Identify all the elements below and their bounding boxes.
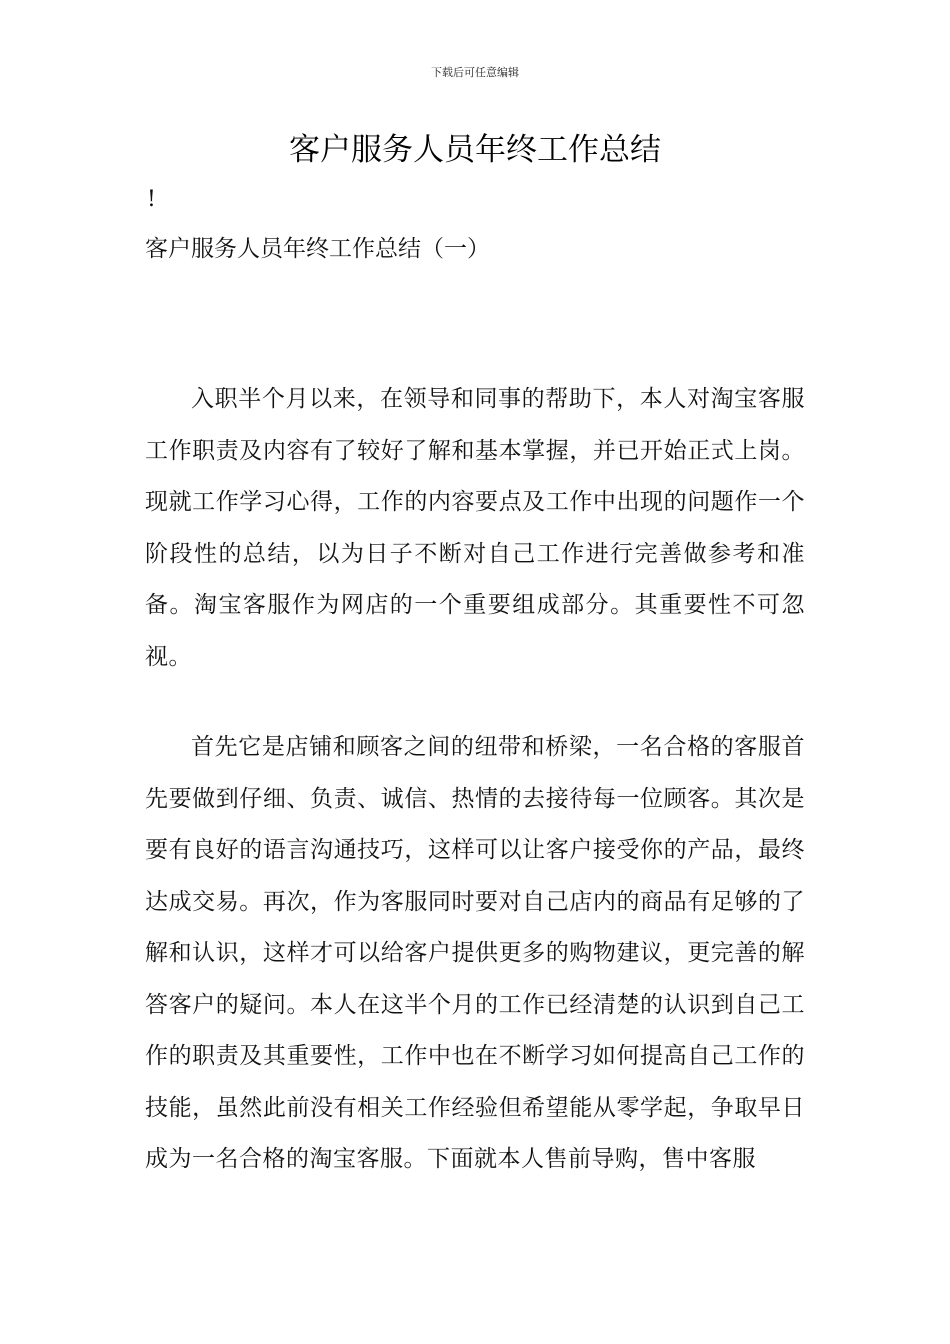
paragraph-2: 首先它是店铺和顾客之间的纽带和桥梁，一名合格的客服首先要做到仔细、负责、诚信、热情的去接待每一位顾客。其次是要有良好的语言沟通技巧，这样可以让客户接受你的产品，最终达成交易。再次，作为客服同时要对自己店内的商品有足够的了解和认识，这样才可以给客户提供更多的购物建议，更完善的解答客户的疑问。本人在这半个月的工作已经清楚的认识到自己工作的职责及其重要性，工作中也在不断学习如何提高自己工作的技能，虽然此前没有相关工作经验但希望能从零学起，争取早日成为一名合格的淘宝客服。下面就本人售前导购，售中客服: [145, 734, 805, 1172]
document-title: 客户服务人员年终工作总结: [289, 132, 661, 168]
paragraph-1: 入职半个月以来，在领导和同事的帮助下，本人对淘宝客服工作职责及内容有了较好了解和基本掌握，并已开始正式上岗。现就工作学习心得，工作的内容要点及工作中出现的问题作一个阶段性的总结，以为日子不断对自己工作进行完善做参考和准备。淘宝客服作为网店的一个重要组成部分。其重要性不可忽视。: [145, 386, 805, 670]
section-subtitle: 客户服务人员年终工作总结（一）: [145, 236, 490, 262]
exclamation-mark: !: [147, 187, 156, 212]
header-note: 下载后可任意编辑: [431, 66, 519, 79]
